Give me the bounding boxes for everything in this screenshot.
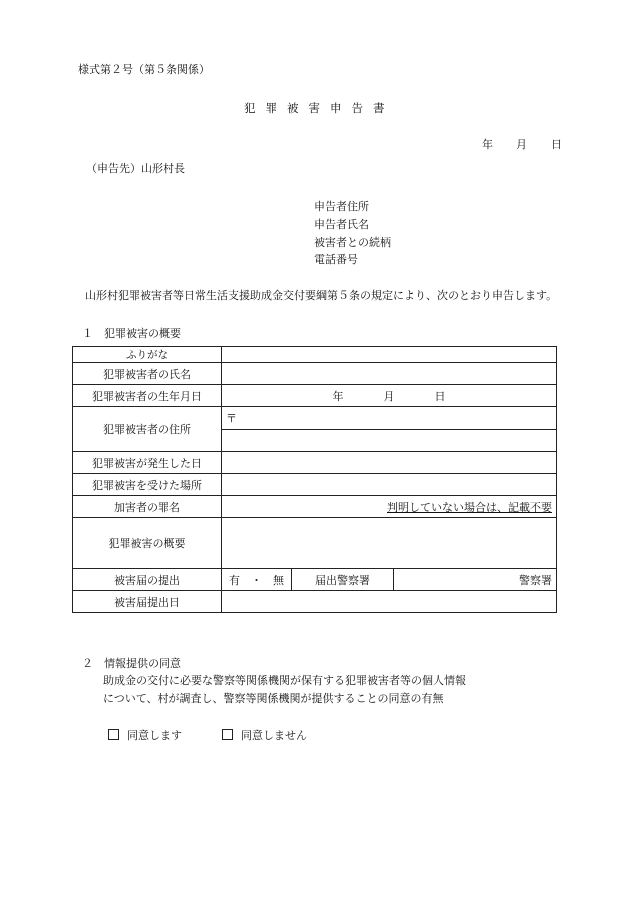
birth-day: 日: [434, 389, 446, 403]
table-row: [73, 407, 557, 430]
disagree-label: 同意しません: [241, 729, 307, 742]
consent-text-line1: 助成金の交付に必要な警察等関係機関が保有する犯罪被害者等の個人情報: [103, 674, 466, 687]
table-row: [73, 347, 557, 363]
birth-year: 年: [332, 389, 344, 403]
summary-input[interactable]: [222, 518, 557, 569]
table-row: [73, 363, 557, 385]
table-row: [73, 474, 557, 496]
victim-birth-input[interactable]: [222, 385, 557, 407]
police-station-input[interactable]: [394, 569, 557, 591]
police-station-label: 届出警察署: [292, 569, 394, 591]
phone-label: 電話番号: [314, 253, 358, 266]
relationship-label: 被害者との続柄: [314, 236, 391, 249]
table-row: [73, 518, 557, 569]
report-date-label: 被害届提出日: [73, 591, 222, 613]
page-title: 犯罪被害申告書: [244, 101, 395, 115]
victim-address-input[interactable]: [222, 429, 557, 452]
victim-birth-label: 犯罪被害者の生年月日: [73, 385, 222, 407]
occurrence-date-label: 犯罪被害が発生した日: [73, 452, 222, 474]
intro-paragraph: 山形村犯罪被害者等日常生活支援助成金交付要綱第５条の規定により、次のとおり申告します。: [85, 289, 558, 302]
report-date-input[interactable]: [222, 591, 557, 613]
agree-label: 同意します: [127, 729, 182, 742]
report-submitted-label: 被害届の提出: [73, 569, 222, 591]
table-row: [73, 591, 557, 613]
victim-address-label: 犯罪被害者の住所: [73, 407, 222, 452]
declarant-name-label: 申告者氏名: [314, 218, 369, 231]
form-number: 様式第２号（第５条関係）: [78, 63, 210, 76]
offender-crime-label: 加害者の罪名: [73, 496, 222, 518]
consent-text-line2: について、村が調査し、警察等関係機関が提供することの同意の有無: [103, 692, 444, 705]
disagree-option[interactable]: [222, 729, 307, 743]
victim-name-label: 犯罪被害者の氏名: [73, 363, 222, 385]
date-year: 年: [482, 138, 493, 151]
agree-option[interactable]: [108, 729, 182, 743]
declarant-address-label: 申告者住所: [314, 200, 369, 213]
postal-mark: 〒: [226, 411, 237, 425]
victim-name-input[interactable]: [222, 363, 557, 385]
recipient: （申告先）山形村長: [86, 162, 185, 175]
table-row: [73, 569, 557, 591]
offender-crime-input[interactable]: [222, 496, 557, 518]
place-input[interactable]: [222, 474, 557, 496]
furigana-label: ふりがな: [73, 347, 222, 363]
yes-no-choice[interactable]: 有 ・ 無: [222, 569, 292, 591]
section2-heading: ２ 情報提供の同意: [82, 657, 181, 670]
occurrence-date-input[interactable]: [222, 452, 557, 474]
furigana-input[interactable]: [222, 347, 557, 363]
date-day: 日: [551, 138, 562, 151]
agree-checkbox[interactable]: [108, 729, 119, 740]
section1-heading: １ 犯罪被害の概要: [82, 327, 181, 340]
table-row: [73, 385, 557, 407]
disagree-checkbox[interactable]: [222, 729, 233, 740]
date-month: 月: [516, 138, 527, 151]
place-label: 犯罪被害を受けた場所: [73, 474, 222, 496]
postal-code-input[interactable]: [222, 407, 557, 430]
table-row: [73, 496, 557, 518]
table-row: [73, 452, 557, 474]
birth-month: 月: [383, 389, 395, 403]
police-suffix: 警察署: [519, 573, 552, 587]
offender-note: 判明していない場合は、記載不要: [387, 500, 552, 514]
damage-summary-table: [72, 346, 557, 613]
summary-label: 犯罪被害の概要: [73, 518, 222, 569]
